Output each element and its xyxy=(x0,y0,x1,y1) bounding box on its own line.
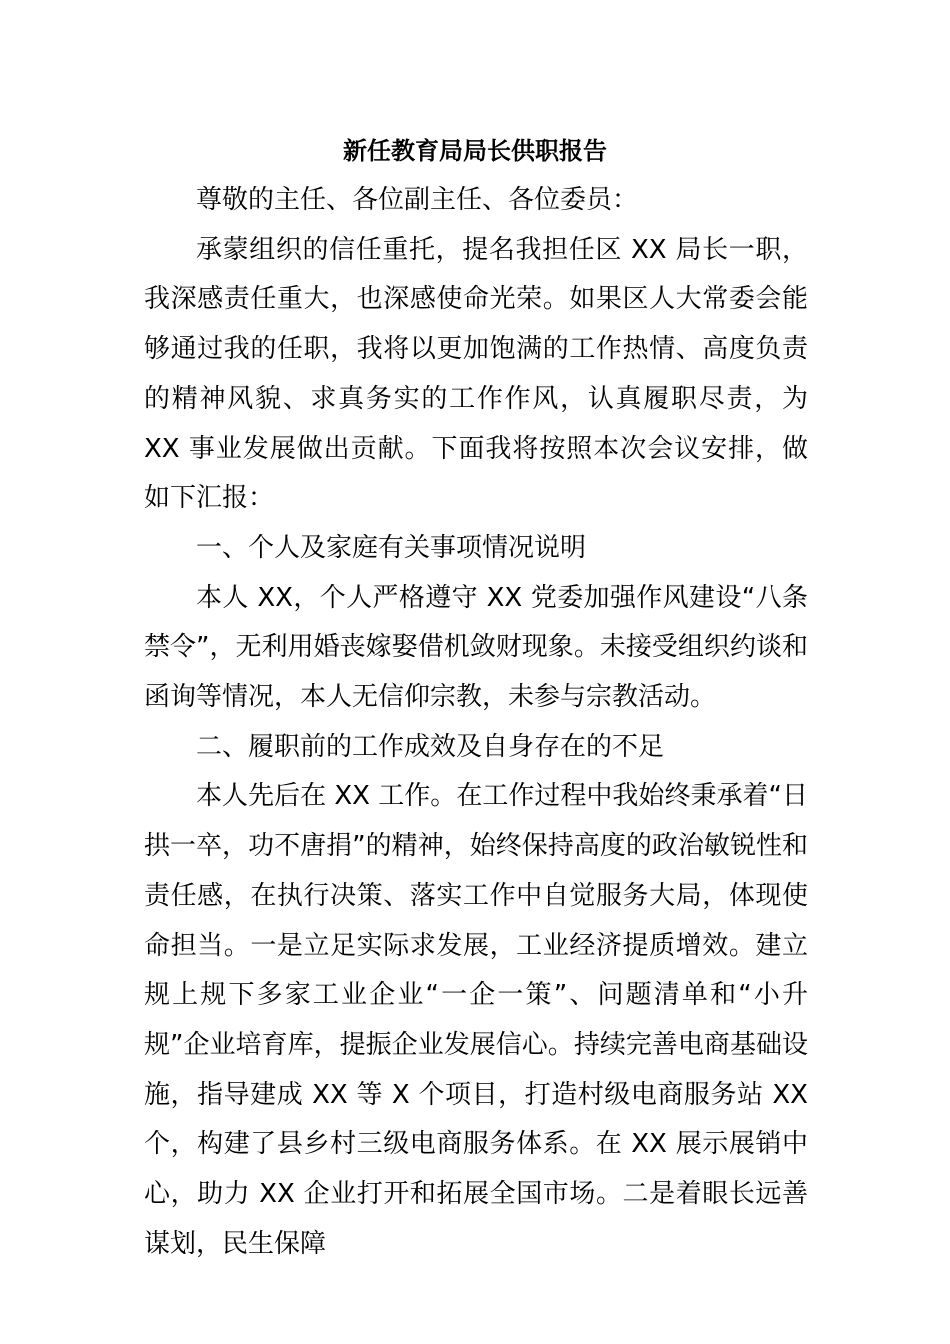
document-body xyxy=(144,176,808,1269)
intro-paragraph: 承蒙组织的信任重托，提名我担任区 XX 局长一职，我深感责任重大，也深感使命光荣。如果区人大常委会能够通过我的任职，我将以更加饱满的工作热情、高度负责的精神风貌、求真务实的工作作风，认真履职尽责，为 XX 事业发展做出贡献。下面我将按照本次会议安排，做如下汇报： xyxy=(144,234,808,514)
section-1-paragraph: 本人 XX，个人严格遵守 XX 党委加强作风建设“八条禁令”，无利用婚丧嫁娶借机敛财现象。未接受组织约谈和函询等情况，本人无信仰宗教，未参与宗教活动。 xyxy=(144,582,808,713)
section-heading-2: 二、履职前的工作成效及自身存在的不足 xyxy=(196,731,665,762)
salutation: 尊敬的主任、各位副主任、各位委员： xyxy=(196,185,639,215)
section-2-paragraph: 本人先后在 XX 工作。在工作过程中我始终秉承着“日拱一卒，功不唐捐”的精神，始终保持高度的政治敏锐性和责任感，在执行决策、落实工作中自觉服务大局，体现使命担当。一是立足实际求发展，工业经济提质增效。建立规上规下多家工业企业“一企一策”、问题清单和“小升规”企业培育库，提振企业发展信心。持续完善电商基础设施，指导建成 XX 等 X 个项目，打造村级电商服务站 XX 个，构建了县乡村三级电商服务体系。在 XX 展示展销中心，助力 XX 企业打开和拓展全国市场。二是着眼长远善谋划，民生保障 xyxy=(144,781,808,1259)
section-heading-1: 一、个人及家庭有关事项情况说明 xyxy=(196,532,587,563)
document-title: 新任教育局局长供职报告 xyxy=(343,137,607,165)
